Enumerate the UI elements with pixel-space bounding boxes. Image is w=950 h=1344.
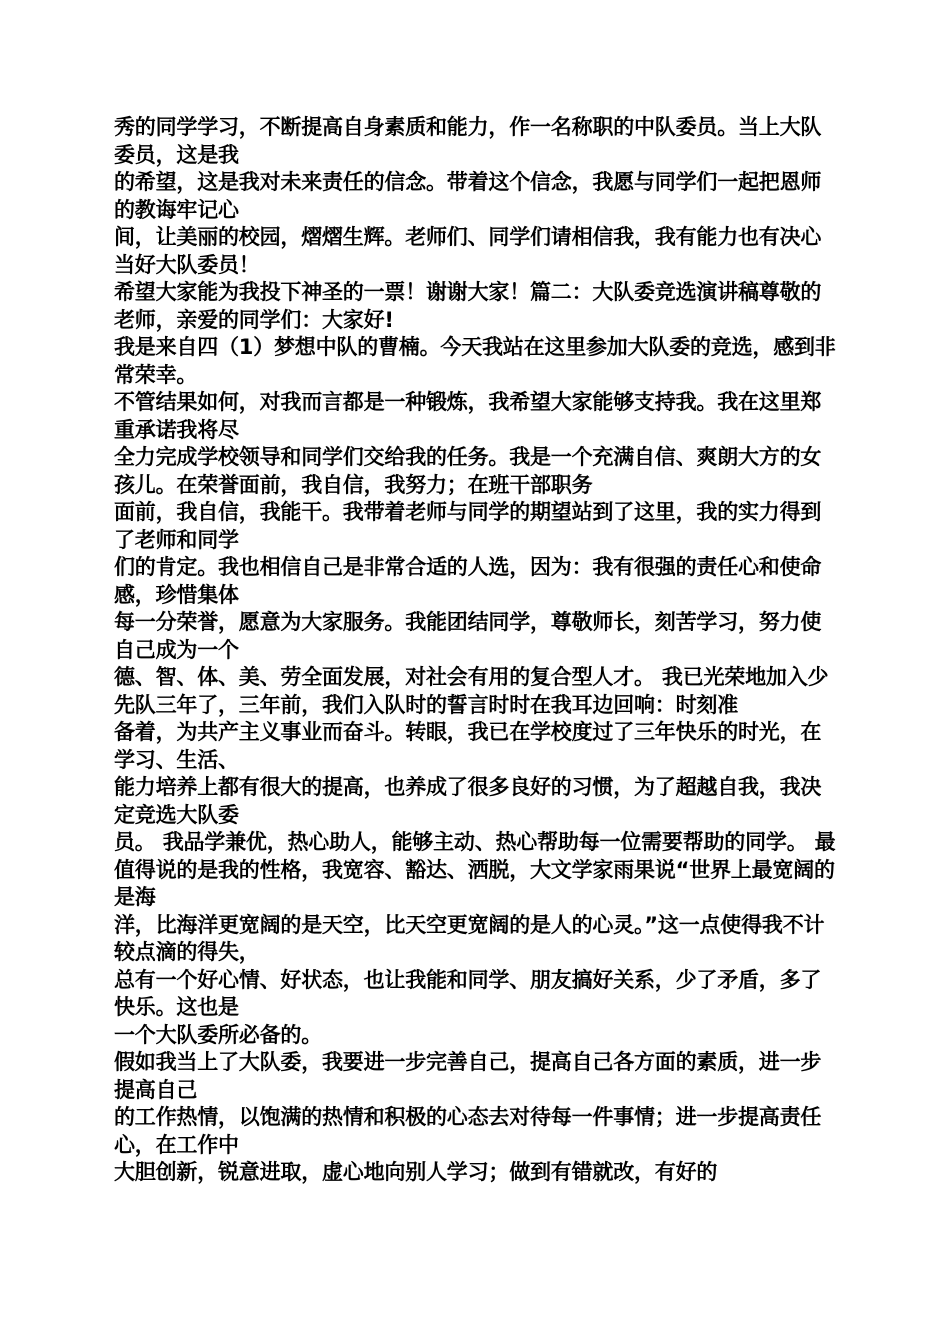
paragraph-line: 的工作热情，以饱满的热情和积极的心态去对待每一件事情；进一步提高责任心，在工作中 <box>114 1105 822 1157</box>
paragraph-line: 面前，我自信，我能干。我带着老师与同学的期望站到了这里，我的实力得到了老师和同学 <box>114 500 822 552</box>
paragraph-line: 不管结果如何，对我而言都是一种锻炼，我希望大家能够支持我。我在这里郑重承诺我将尽 <box>114 390 822 442</box>
paragraph-line: 总有一个好心情、好状态，也让我能和同学、朋友搞好关系，少了矛盾，多了快乐。这也是 <box>114 967 822 1019</box>
paragraph-line: 一个大队委所必备的。 <box>114 1022 322 1047</box>
paragraph-line: 希望大家能为我投下神圣的一票！谢谢大家！篇二：大队委竞选演讲稿尊敬的老师，亲爱的同学们：大家好! <box>114 280 822 332</box>
paragraph-line: 大胆创新，锐意进取，虚心地向别人学习；做到有错就改，有好的 <box>114 1160 718 1184</box>
paragraph-line: 德、智、体、美、劳全面发展，对社会有用的复合型人才。 我已光荣地加入少先队三年了，三年前，我们入队时的誓言时时在我耳边回响：时刻准 <box>114 665 829 717</box>
paragraph-line: 假如我当上了大队委，我要进一步完善自己，提高自己各方面的素质，进一步提高自己 <box>114 1050 822 1102</box>
paragraph-line: 的希望，这是我对未来责任的信念。带着这个信念，我愿与同学们一起把恩师的教诲牢记心 <box>114 170 822 222</box>
paragraph-line: 员。 我品学兼优，热心助人，能够主动、热心帮助每一位需要帮助的同学。 最值得说的是我的性格，我宽容、豁达、洒脱，大文学家雨果说“世界上最宽阔的是海 <box>114 830 836 909</box>
paragraph-line: 我是来自四（1）梦想中队的曹楠。今天我站在这里参加大队委的竞选，感到非常荣幸。 <box>114 335 836 387</box>
paragraph-line: 能力培养上都有很大的提高，也养成了很多良好的习惯，为了超越自我，我决定竞选大队委 <box>114 775 822 827</box>
paragraph-line: 洋，比海洋更宽阔的是天空，比天空更宽阔的是人的心灵。”这一点使得我不计较点滴的得失， <box>114 912 825 964</box>
paragraph-line: 间，让美丽的校园，熠熠生辉。老师们、同学们请相信我，我有能力也有决心当好大队委员！ <box>114 225 822 277</box>
paragraph-line: 全力完成学校领导和同学们交给我的任务。我是一个充满自信、爽朗大方的女孩儿。在荣誉面前，我自信，我努力；在班干部职务 <box>114 445 822 497</box>
document-page <box>114 114 839 1187</box>
paragraph-line: 们的肯定。我也相信自己是非常合适的人选，因为：我有很强的责任心和使命感，珍惜集体 <box>114 555 822 607</box>
paragraph-line: 备着，为共产主义事业而奋斗。转眼，我已在学校度过了三年快乐的时光，在学习、生活、 <box>114 720 822 772</box>
paragraph-line: 每一分荣誉，愿意为大家服务。我能团结同学，尊敬师长，刻苦学习，努力使自己成为一个 <box>114 610 822 662</box>
paragraph-line: 秀的同学学习，不断提高自身素质和能力，作一名称职的中队委员。当上大队委员，这是我 <box>114 115 822 167</box>
